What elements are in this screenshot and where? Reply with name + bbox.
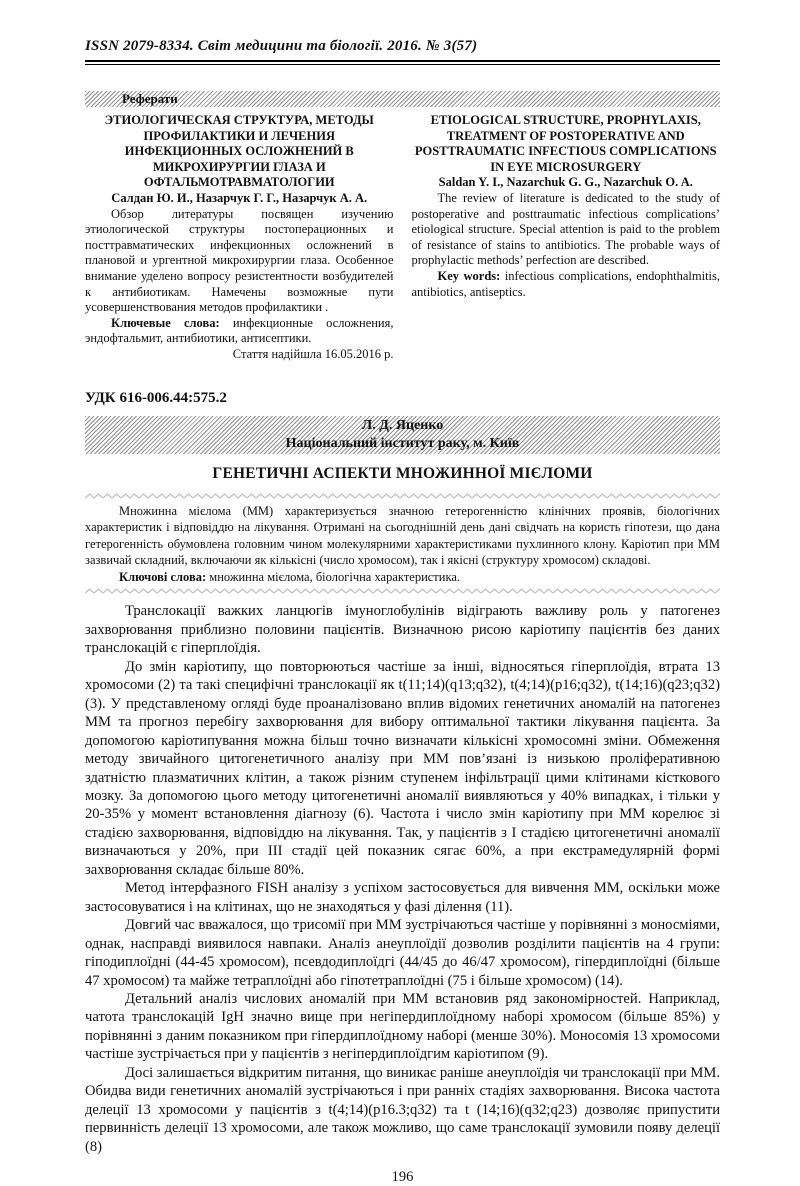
abstract-ru-authors: Салдан Ю. И., Назарчук Г. Г., Назарчук А. А. — [111, 190, 368, 205]
page-number: 196 — [391, 1169, 414, 1186]
article-abstract-text-area — [85, 500, 720, 588]
journal-header-line: ISSN 2079-8334. Світ медицини та біології. 2016. № 3(57) — [85, 38, 478, 54]
abstract-column-english — [412, 113, 721, 363]
abstract-ru-title: ЭТИОЛОГИЧЕСКАЯ СТРУКТУРА, МЕТОДЫ ПРОФИЛАКТИКИ И ЛЕЧЕНИЯ ИНФЕКЦИОННЫХ ОСЛОЖНЕНИЙ В МИКРОХИРУРГИИ ГЛАЗА И ОФТАЛЬМОТРАВМАТОЛОГИИ — [104, 113, 374, 190]
abstracts-columns — [85, 113, 720, 363]
body-paragraph: Довгий час вважалося, що трисомії при ММ зустрічаються частіше у порівнянні з моносміями, однак, насправді виявилося навпаки. Аналіз анеуплоїдії дозволив розділити пацієнтів на 4 групи: гіподиплоїдні (44-45 хромосом), псевдодиплоїдгі (44/45 до 46/47 хромосом), гіпердиплоїдні (більше 47 хромосом) та майже тетраплоїдні або гіпотетраплоїдні (75 і більше хромосом) (14). — [85, 917, 720, 989]
udk-code: УДК 616-006.44:575.2 — [85, 389, 227, 406]
article-author-block — [85, 416, 720, 454]
abstract-en-authors: Saldan Y. I., Nazarchuk G. G., Nazarchuk O. A. — [438, 175, 693, 190]
article-abstract-box — [85, 492, 720, 596]
article-author: Л. Д. Яценко — [361, 417, 444, 433]
referaty-section-bar — [85, 91, 720, 107]
abstract-ru-keywords-text: инфекционные осложнения, эндофтальмит, антибиотики, антисептики. — [85, 315, 394, 346]
body-paragraph: Детальний аналіз числових аномалій при ММ встановив ряд закономірностей. Наприклад, чатота транслокацій IgH значно вище при негіпердиплоїдному наборі хромосом (більше 85%) у порівнянні з даним показником при гіпердиплоїдному наборі (менше 30%). Моносомія 13 хромосоми частіше зустрічається при у пацієнтів з негіпердиплоїдгим каріотипом (9). — [85, 990, 720, 1063]
abstract-en-keywords — [412, 269, 721, 300]
header-double-rule — [85, 60, 720, 65]
abstract-ru-keywords — [85, 316, 394, 347]
article-abstract-keywords-text: множинна мієлома, біологічна характеристика. — [209, 569, 461, 584]
article-affiliation: Національний інститут раку, м. Київ — [285, 435, 520, 451]
article-body — [85, 602, 720, 1156]
abstract-ru-body: Обзор литературы посвящен изучению этиологической структуры постоперационных и посттравматических инфекционных осложнений в плановой и ургентной микрохирургии глаза. Особенное внимание уделено вопросу резистентности возбудителей к антибиотикам. Намечены возможные пути усовершенствования методов профилактики . — [85, 206, 394, 315]
article-abstract-keywords — [85, 569, 720, 586]
article-received-date: Стаття надійшла 16.05.2016 р. — [232, 346, 394, 361]
abstract-en-keywords-label: Key words: — [437, 268, 501, 283]
abstract-en-keywords-text: infectious complications, endophthalmitis, antibiotics, antiseptics. — [411, 268, 721, 299]
abstract-ru-keywords-label: Ключевые слова: — [111, 315, 220, 330]
article-abstract-text: Множинна мієлома (ММ) характеризується значною гетерогенністю клінічних проявів, біологічних характеристик і відповіддю на лікування. Отримані на сьогоднішній день дані свідчать на користь гіпотези, що дана гетерогенність обумовлена головним чином молекулярними характеристиками пухлинного клону. Каріотип при ММ зазвичай складний, включаючи як кількісні (число хромосом), так і якісні (структуру хромосом) складові. — [85, 503, 720, 568]
article-abstract-keywords-label: Ключові слова: — [119, 569, 207, 584]
body-paragraph: Метод інтерфазного FISH аналізу з успіхом застосовується для вивчення ММ, оскільки може застосовуватися і на клітинах, що не знаходяться у фазі ділення (11). — [85, 880, 720, 915]
referaty-label: Реферати — [122, 91, 178, 106]
abstract-en-body: The review of literature is dedicated to the study of postoperative and posttraumatic infectious complications’ etiological structure. Special attention is paid to the problem of resistance of stains to antibiotics. The probable ways of prophylactic methods’ perfection are described. — [411, 190, 720, 268]
zigzag-border-bottom-icon — [85, 587, 720, 595]
body-paragraph: Транслокації важких ланцюгів імуноглобулінів відіграють важливу роль у патогенез захворювання приблизно половини пацієнтів. Визначною рисою каріотипу пацієнтів без даних транслокацій є гіперплоїдія. — [85, 603, 720, 657]
article-title: ГЕНЕТИЧНІ АСПЕКТИ МНОЖИННОЇ МІЄЛОМИ — [212, 464, 593, 482]
body-paragraph: До змін каріотипу, що повторюються частіше за інші, відносяться гіперплоїдія, втрата 13 хромосоми (2) та такі специфічні транслокації як t(11;14)(q13;q32), t(4;14)(p16;q32), t(14;16)(q23;q32) (3). У представленому огляді буде проаналізовано вплив відомих генетичних аномалій на патогенез ММ та прогноз перебігу захворювання для вибору оптимальної тактики лікування пацієнта. За допомогою каріотипування можна більш точно визначати кількісні хромосомні зміни. Обмеження методу звичайного цитогенетичного аналізу при ММ пов’язані із низькою проліферативною здатністю плазматичних клітин, а також різним ступенем інфільтрації цими клітинами кісткового мозку. За допомогою цього методу цитогенетичні аномалії виявляються у 40% випадках, і тільки у 20-35% у момент встановлення діагнозу (6). Частота і число змін каріотипу при ММ корелює зі стадією захворювання, відповіддю на лікування. Так, у пацієнтів з І стадією цитогенетичні аномалії визначаються у 20%, при ІІІ стадії цей показник сягає 60%, а при екстрамедулярній формі захворювання складає більше 80%. — [85, 658, 720, 878]
abstract-en-title: ETIOLOGICAL STRUCTURE, PROPHYLAXIS, TREATMENT OF POSTOPERATIVE AND POSTTRAUMATIC INFECTIOUS COMPLICATIONS IN EYE MICROSURGERY — [414, 113, 717, 174]
body-paragraph: Досі залишається відкритим питання, що виникає раніше анеуплоїдія чи транслокації при ММ. Обидва види генетичних аномалій зустрічаються і при ранніх стадіях захворювання. Висока частота делеції 13 хромосоми у пацієнтів з t(4;14)(p16.3;q32) та t (14;16)(q32;q23) дозволяє припустити первинність делеції 13 хромосоми, але також можливо, що саме транслокації зумовили появу делеції (8) — [85, 1064, 720, 1155]
abstract-column-russian — [85, 113, 394, 363]
zigzag-border-top-icon — [85, 492, 720, 500]
